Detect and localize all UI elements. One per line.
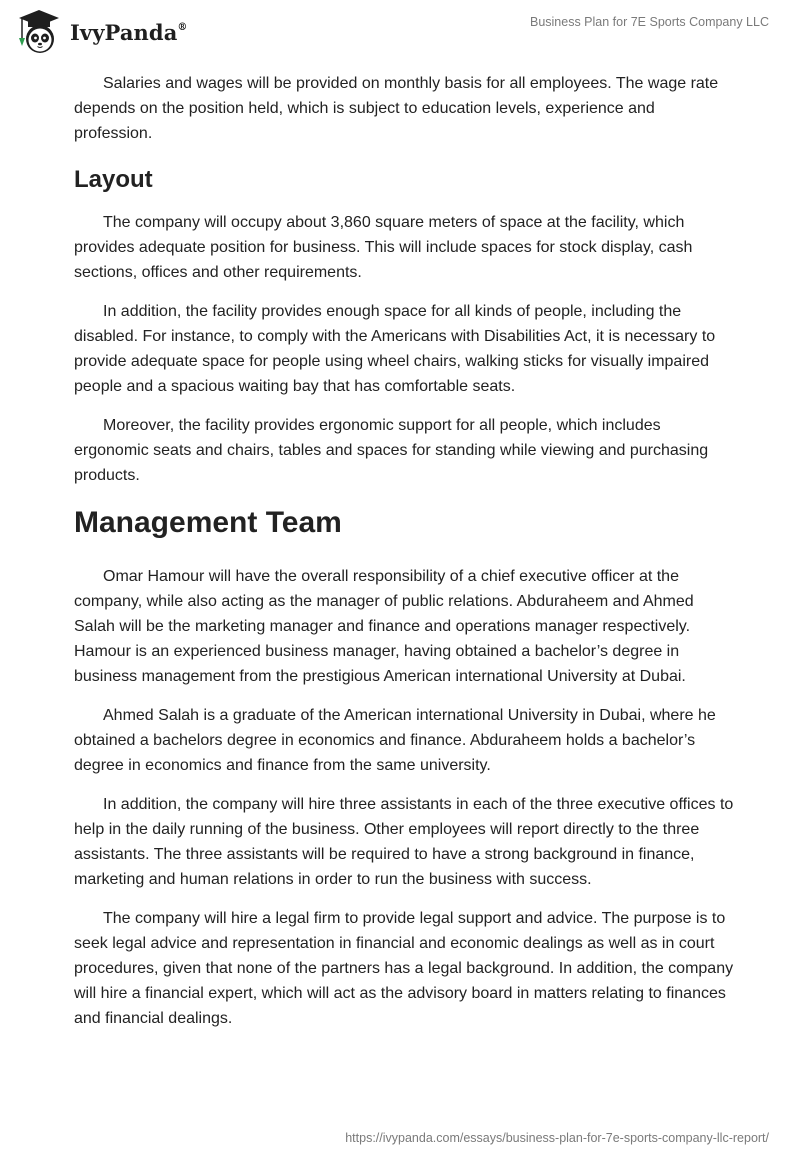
management-paragraph: Ahmed Salah is a graduate of the American international University in Dubai, where he obtained a bachelors degree in economics and finance. Abduraheem holds a bachelor’s degree in economics and finance from the same university. [74, 707, 716, 774]
management-paragraph: In addition, the company will hire three assistants in each of the three executive offices to help in the daily running of the business. Other employees will report directly to the three assistants. The three assistants will be required to have a strong background in finance, marketing and human relations in order to run the business with success. [74, 796, 734, 888]
layout-heading: Layout [74, 166, 153, 193]
registered-mark: ® [177, 21, 188, 33]
panda-graduation-cap-icon [14, 8, 64, 56]
article-body [74, 71, 734, 1045]
layout-paragraph: The company will occupy about 3,860 square meters of space at the facility, which provides adequate position for business. This will include spaces for stock display, cash sections, offices and other requirements. [74, 214, 693, 281]
layout-paragraph: Moreover, the facility provides ergonomic support for all people, which includes ergonomic seats and chairs, tables and spaces for standing while viewing and purchasing products. [74, 417, 709, 484]
document-title: Business Plan for 7E Sports Company LLC [529, 15, 769, 29]
layout-paragraph: In addition, the facility provides enough space for all kinds of people, including the disabled. For instance, to comply with the Americans with Disabilities Act, it is necessary to provide adequate space for people using wheel chairs, walking sticks for visually impaired people and a spacious waiting bay that has comfortable seats. [74, 303, 716, 395]
management-paragraph: Omar Hamour will have the overall responsibility of a chief executive officer at the company, while also acting as the manager of public relations. Abduraheem and Ahmed Salah will be the marketing manager and finance and operations manager respectively. Hamour is an experienced business manager, having obtained a bachelor’s degree in business management from the prestigious American international University at Dubai. [74, 568, 694, 685]
brand-name: IvyPanda® [70, 19, 188, 45]
management-team-heading: Management Team [74, 506, 342, 539]
source-url[interactable]: https://ivypanda.com/essays/business-plan-for-7e-sports-company-llc-report/ [345, 1131, 769, 1145]
ivypanda-logo[interactable] [14, 8, 188, 56]
intro-paragraph: Salaries and wages will be provided on monthly basis for all employees. The wage rate depends on the position held, which is subject to education levels, experience and profession. [74, 75, 719, 142]
page-header [0, 0, 800, 64]
management-paragraph: The company will hire a legal firm to provide legal support and advice. The purpose is to seek legal advice and representation in financial and economic dealings as well as in court procedures, given that none of the partners has a legal background. In addition, the company will hire a financial expert, which will act as the advisory board in matters relating to finances and financial dealings. [74, 910, 734, 1027]
